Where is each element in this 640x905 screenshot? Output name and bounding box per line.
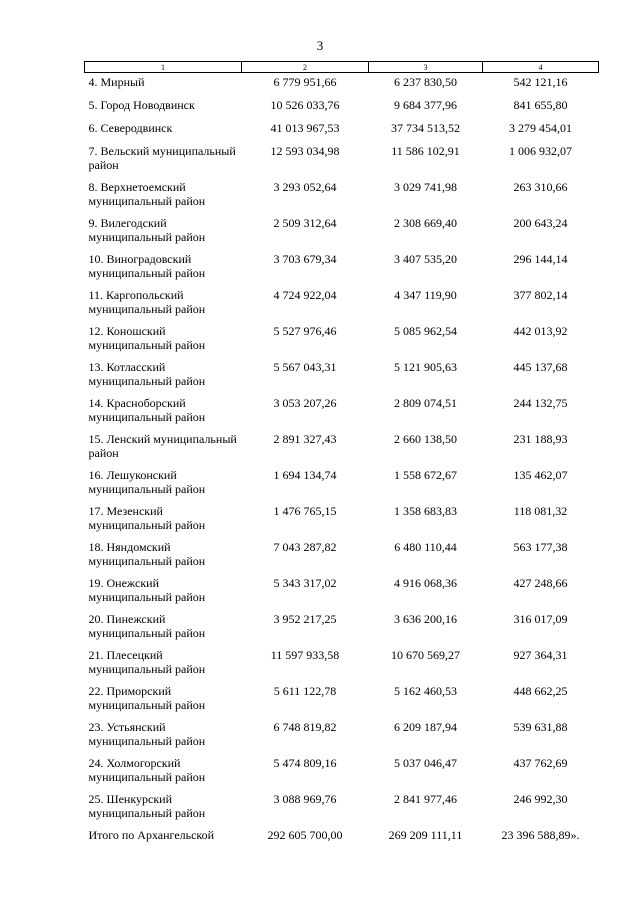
municipality-name-cell: 17. Мезенский муниципальный район	[88, 504, 206, 532]
municipality-name-cell: 5. Город Новодвинск	[88, 98, 195, 112]
value-column-2-cell: 5 527 976,46	[273, 324, 337, 338]
municipality-name-cell: 9. Вилегодский муниципальный район	[88, 216, 206, 244]
table-row	[85, 250, 599, 286]
value-column-4-cell: 927 364,31	[513, 648, 568, 662]
table-row	[85, 502, 599, 538]
value-column-3-cell: 9 684 377,96	[394, 98, 457, 112]
value-column-3-cell: 5 085 962,54	[394, 324, 457, 338]
value-column-2-cell: 3 952 217,25	[273, 612, 337, 626]
value-column-2-cell: 5 567 043,31	[273, 360, 337, 374]
value-column-4-cell: 246 992,30	[513, 792, 568, 806]
value-column-4-cell: 200 643,24	[513, 216, 568, 230]
table-row	[85, 214, 599, 250]
value-column-3-cell: 2 841 977,46	[394, 792, 457, 806]
municipality-name-cell: 12. Коношский муниципальный район	[88, 324, 206, 352]
value-column-4-cell: 296 144,14	[513, 252, 568, 266]
table-row	[85, 466, 599, 502]
table-row	[85, 718, 599, 754]
value-column-3-cell: 11 586 102,91	[391, 144, 460, 158]
value-column-4-cell: 427 248,66	[513, 576, 568, 590]
municipality-name-cell: 14. Красноборский муниципальный район	[88, 396, 206, 424]
table-row	[85, 142, 599, 178]
table-row	[85, 73, 599, 97]
table-row	[85, 790, 599, 826]
municipality-name-cell: 22. Приморский муниципальный район	[88, 684, 206, 712]
table-row	[85, 682, 599, 718]
value-column-4-cell: 442 013,92	[513, 324, 568, 338]
table-row	[85, 610, 599, 646]
value-column-4-cell: 316 017,09	[513, 612, 568, 626]
value-column-4-cell: 231 188,93	[513, 432, 568, 446]
column-number-2: 2	[242, 62, 369, 73]
value-column-4-cell: 377 802,14	[513, 288, 568, 302]
value-column-2-cell: 12 593 034,98	[270, 144, 340, 158]
value-column-4-cell: 437 762,69	[513, 756, 568, 770]
table-row	[85, 358, 599, 394]
value-column-2-cell: 7 043 287,82	[273, 540, 337, 554]
column-number-row	[85, 62, 599, 73]
municipality-name-cell: Итого по Архангельской	[88, 828, 215, 842]
value-column-2-cell: 1 476 765,15	[273, 504, 337, 518]
table-row	[85, 430, 599, 466]
value-column-3-cell: 6 209 187,94	[394, 720, 457, 734]
municipality-name-cell: 21. Плесецкий муниципальный район	[88, 648, 206, 676]
value-column-3-cell: 4 916 068,36	[394, 576, 457, 590]
page-number: 3	[316, 38, 324, 53]
table-row	[85, 119, 599, 142]
value-column-4-cell: 841 655,80	[513, 98, 568, 112]
value-column-2-cell: 10 526 033,76	[270, 98, 340, 112]
table-row	[85, 96, 599, 119]
value-column-2-cell: 1 694 134,74	[273, 468, 337, 482]
column-number-3: 3	[369, 62, 483, 73]
value-column-2-cell: 2 891 327,43	[273, 432, 337, 446]
value-column-3-cell: 6 480 110,44	[394, 540, 457, 554]
budget-table	[84, 61, 599, 849]
municipality-name-cell: 10. Виноградовский муниципальный район	[88, 252, 206, 280]
value-column-3-cell: 2 809 074,51	[394, 396, 457, 410]
value-column-3-cell: 5 121 905,63	[394, 360, 457, 374]
table-row	[85, 286, 599, 322]
value-column-2-cell: 2 509 312,64	[273, 216, 337, 230]
value-column-4-cell: 135 462,07	[513, 468, 568, 482]
table-row	[85, 322, 599, 358]
value-column-2-cell: 292 605 700,00	[267, 828, 343, 842]
value-column-4-cell: 244 132,75	[513, 396, 568, 410]
municipality-name-cell: 7. Вельский муниципальный район	[88, 144, 236, 172]
value-column-3-cell: 10 670 569,27	[391, 648, 460, 662]
value-column-4-cell: 563 177,38	[513, 540, 568, 554]
value-column-4-cell: 3 279 454,01	[509, 121, 572, 135]
value-column-3-cell: 3 029 741,98	[394, 180, 457, 194]
value-column-4-cell: 263 310,66	[513, 180, 568, 194]
municipality-name-cell: 18. Няндомский муниципальный район	[88, 540, 206, 568]
value-column-3-cell: 5 037 046,47	[394, 756, 457, 770]
municipality-name-cell: 19. Онежский муниципальный район	[88, 576, 206, 604]
municipality-name-cell: 25. Шенкурский муниципальный район	[88, 792, 206, 820]
municipality-name-cell: 4. Мирный	[88, 75, 145, 89]
municipality-name-cell: 8. Верхнетоемский муниципальный район	[88, 180, 206, 208]
value-column-3-cell: 269 209 111,11	[388, 828, 463, 842]
value-column-2-cell: 11 597 933,58	[270, 648, 340, 662]
municipality-name-cell: 24. Холмогорский муниципальный район	[88, 756, 206, 784]
table-row	[85, 754, 599, 790]
table-row	[85, 394, 599, 430]
value-column-3-cell: 1 358 683,83	[394, 504, 457, 518]
value-column-3-cell: 3 407 535,20	[394, 252, 457, 266]
municipality-name-cell: 16. Лешуконский муниципальный район	[88, 468, 206, 496]
value-column-3-cell: 3 636 200,16	[394, 612, 457, 626]
value-column-2-cell: 5 343 317,02	[273, 576, 337, 590]
value-column-4-cell: 23 396 588,89».	[501, 828, 580, 842]
column-number-1: 1	[85, 62, 242, 73]
value-column-3-cell: 2 660 138,50	[394, 432, 457, 446]
value-column-4-cell: 1 006 932,07	[509, 144, 572, 158]
table-row	[85, 538, 599, 574]
municipality-name-cell: 15. Ленский муниципальный район	[88, 432, 237, 460]
value-column-2-cell: 3 088 969,76	[273, 792, 337, 806]
value-column-2-cell: 3 053 207,26	[273, 396, 337, 410]
municipality-name-cell: 11. Каргопольский муниципальный район	[88, 288, 206, 316]
value-column-3-cell: 1 558 672,67	[394, 468, 457, 482]
table-row	[85, 826, 599, 849]
value-column-2-cell: 5 474 809,16	[273, 756, 337, 770]
value-column-4-cell: 542 121,16	[513, 75, 568, 89]
value-column-4-cell: 539 631,88	[513, 720, 568, 734]
value-column-2-cell: 3 703 679,34	[273, 252, 337, 266]
value-column-2-cell: 4 724 922,04	[273, 288, 337, 302]
value-column-2-cell: 5 611 122,78	[273, 684, 337, 698]
table-row	[85, 646, 599, 682]
municipality-name-cell: 13. Котласский муниципальный район	[88, 360, 206, 388]
value-column-3-cell: 5 162 460,53	[394, 684, 457, 698]
municipality-name-cell: 23. Устьянский муниципальный район	[88, 720, 206, 748]
value-column-3-cell: 6 237 830,50	[394, 75, 457, 89]
value-column-2-cell: 6 779 951,66	[273, 75, 337, 89]
table-row	[85, 178, 599, 214]
table-row	[85, 574, 599, 610]
value-column-2-cell: 3 293 052,64	[273, 180, 337, 194]
value-column-2-cell: 6 748 819,82	[273, 720, 337, 734]
value-column-3-cell: 2 308 669,40	[394, 216, 457, 230]
column-number-4: 4	[483, 62, 599, 73]
value-column-4-cell: 445 137,68	[513, 360, 568, 374]
value-column-4-cell: 118 081,32	[513, 504, 568, 518]
value-column-3-cell: 37 734 513,52	[391, 121, 460, 135]
municipality-name-cell: 6. Северодвинск	[88, 121, 173, 135]
value-column-4-cell: 448 662,25	[513, 684, 568, 698]
value-column-2-cell: 41 013 967,53	[270, 121, 340, 135]
value-column-3-cell: 4 347 119,90	[394, 288, 457, 302]
municipality-name-cell: 20. Пинежский муниципальный район	[88, 612, 206, 640]
